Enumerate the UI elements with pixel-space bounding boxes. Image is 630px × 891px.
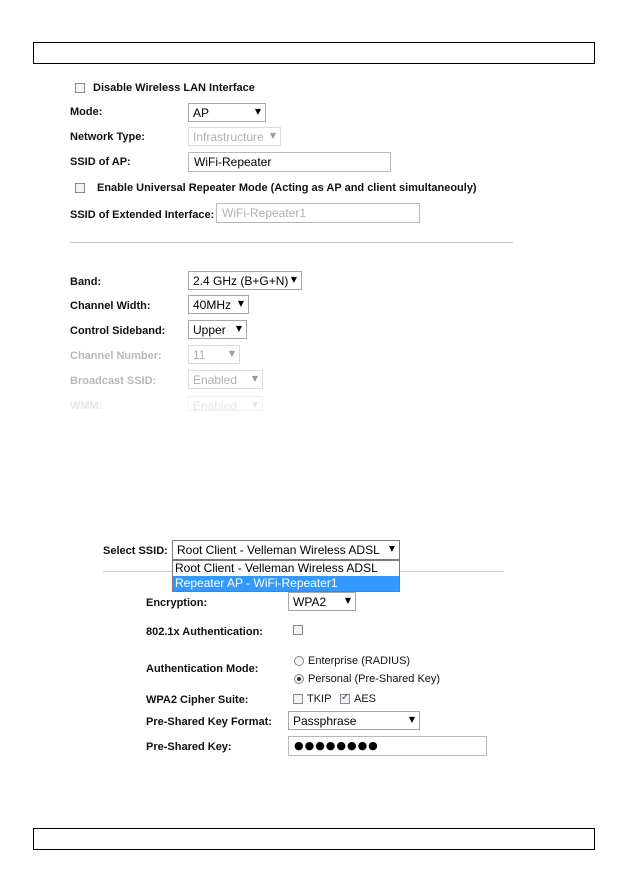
psk-format-value: Passphrase — [293, 714, 357, 728]
psk-format-select[interactable] — [288, 711, 420, 730]
auth-enterprise-radio[interactable] — [294, 656, 304, 666]
chevron-down-icon: ▼ — [388, 544, 395, 553]
encryption-value: WPA2 — [293, 595, 327, 609]
chevron-down-icon: ▼ — [251, 374, 258, 383]
chevron-down-icon: ▼ — [269, 131, 276, 140]
mode-select-value: AP — [193, 106, 210, 120]
wmm-select[interactable] — [188, 396, 263, 411]
select-ssid-label: Select SSID: — [103, 545, 168, 557]
select-ssid-dropdown[interactable] — [172, 540, 400, 560]
cipher-tkip-checkbox[interactable] — [293, 694, 303, 704]
channel-number-select[interactable] — [188, 345, 240, 364]
broadcast-ssid-select[interactable] — [188, 370, 263, 389]
divider — [70, 242, 513, 243]
band-label: Band: — [70, 276, 102, 288]
mode-select[interactable] — [188, 103, 266, 122]
chevron-down-icon: ▼ — [228, 349, 235, 358]
chevron-down-icon: ▼ — [408, 715, 415, 724]
wmm-label: WMM: — [70, 400, 103, 412]
chevron-down-icon: ▼ — [251, 400, 258, 409]
band-select[interactable] — [188, 271, 302, 290]
band-value: 2.4 GHz (B+G+N) — [193, 274, 289, 288]
control-sideband-label: Control Sideband: — [70, 325, 166, 337]
ssid-dropdown-list — [172, 560, 400, 592]
ssid-option-highlighted[interactable]: Repeater AP - WiFi-Repeater1 — [173, 576, 399, 591]
chevron-down-icon: ▼ — [254, 107, 261, 116]
network-type-value: Infrastructure — [193, 130, 264, 144]
channel-width-select[interactable] — [188, 295, 249, 314]
control-sideband-select[interactable] — [188, 320, 247, 339]
broadcast-ssid-value: Enabled — [193, 373, 238, 387]
channel-width-label: Channel Width: — [70, 300, 151, 312]
encryption-label: Encryption: — [146, 597, 208, 609]
auth-personal-radio[interactable] — [294, 674, 304, 684]
chevron-down-icon: ▼ — [290, 275, 297, 284]
select-ssid-value: Root Client - Velleman Wireless ADSL — [177, 543, 380, 557]
disable-wlan-label: Disable Wireless LAN Interface — [93, 82, 255, 94]
cipher-aes-label: AES — [354, 693, 377, 705]
auth-8021x-label: 802.1x Authentication: — [146, 626, 263, 638]
psk-input[interactable]: ●●●●●●●● — [288, 736, 487, 756]
cipher-aes-checkbox[interactable] — [340, 694, 350, 704]
ssid-label: SSID of AP: — [70, 156, 131, 168]
cipher-suite-label: WPA2 Cipher Suite: — [146, 694, 249, 706]
repeater-mode-label: Enable Universal Repeater Mode (Acting as AP and client simultaneouly) — [97, 182, 477, 194]
auth-mode-label: Authentication Mode: — [146, 663, 259, 675]
chevron-down-icon: ▼ — [235, 324, 242, 333]
cipher-tkip-label: TKIP — [307, 693, 332, 705]
control-sideband-value: Upper — [193, 323, 226, 337]
footer-frame — [33, 828, 595, 850]
ext-ssid-input[interactable]: WiFi-Repeater1 — [216, 203, 420, 223]
disable-wlan-checkbox[interactable] — [75, 83, 85, 93]
broadcast-ssid-label: Broadcast SSID: — [70, 375, 157, 387]
channel-number-label: Channel Number: — [70, 350, 162, 362]
channel-width-value: 40MHz — [193, 298, 232, 312]
encryption-select[interactable] — [288, 592, 356, 611]
chevron-down-icon: ▼ — [344, 596, 351, 605]
ssid-option[interactable]: Root Client - Velleman Wireless ADSL — [175, 561, 378, 575]
ext-ssid-label: SSID of Extended Interface: — [70, 209, 215, 221]
mode-label: Mode: — [70, 106, 103, 118]
auth-enterprise-label: Enterprise (RADIUS) — [308, 655, 411, 667]
psk-label: Pre-Shared Key: — [146, 741, 232, 753]
ssid-input[interactable]: WiFi-Repeater — [188, 152, 391, 172]
auth-personal-label: Personal (Pre-Shared Key) — [308, 673, 441, 685]
channel-number-value: 11 — [193, 348, 206, 362]
network-type-label: Network Type: — [70, 131, 145, 143]
network-type-select[interactable] — [188, 127, 281, 146]
header-frame — [33, 42, 595, 64]
repeater-mode-checkbox[interactable] — [75, 183, 85, 193]
psk-format-label: Pre-Shared Key Format: — [146, 716, 272, 728]
chevron-down-icon: ▼ — [237, 299, 244, 308]
auth-8021x-checkbox[interactable] — [293, 625, 303, 635]
wmm-value: Enabled — [193, 399, 238, 411]
